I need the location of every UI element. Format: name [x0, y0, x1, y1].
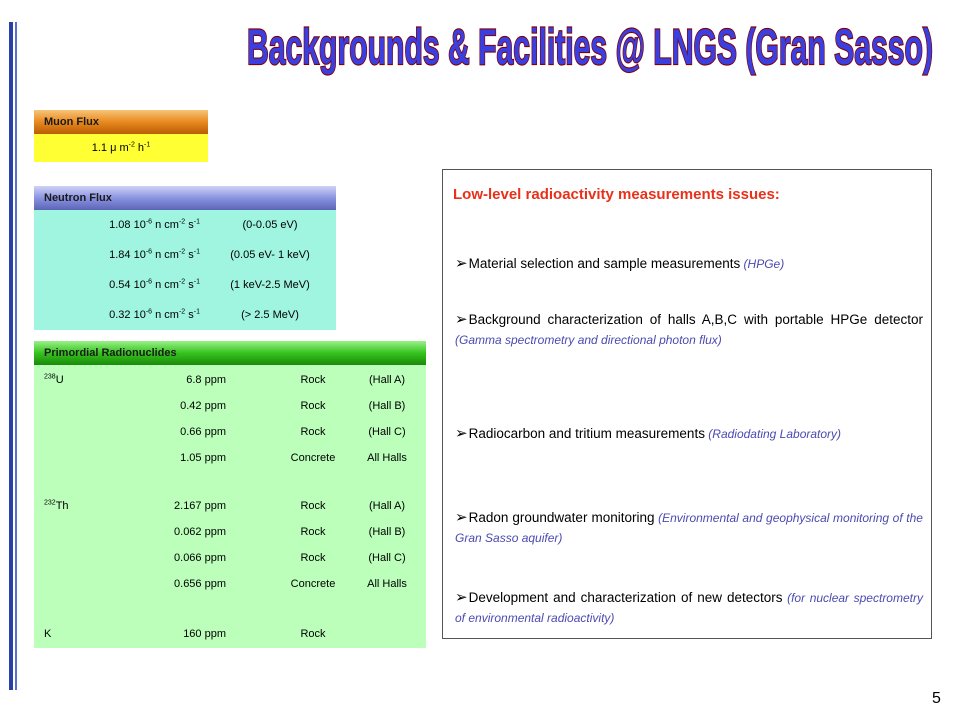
isotope-label: $^{238}$U: [44, 373, 64, 386]
material-label: Rock: [300, 526, 326, 538]
concentration-value: 0.66 ppm: [180, 426, 226, 438]
list-item: [455, 424, 923, 444]
item-text: Background characterization of halls A,B,C with portable HPGe detector: [468, 312, 923, 327]
concentration-value: 0.656 ppm: [174, 578, 226, 590]
concentration-value: 2.167 ppm: [174, 500, 226, 512]
arrow-bullet-icon: ➢: [455, 311, 468, 328]
table-row: [34, 300, 336, 330]
issues-box: [442, 169, 932, 639]
list-item: [455, 588, 923, 628]
page-number: 5: [932, 690, 941, 707]
left-accent-bar: [9, 22, 13, 690]
neutron-energy-range: (> 2.5 MeV): [241, 309, 299, 321]
table-row: [34, 393, 426, 419]
list-item: [455, 310, 923, 350]
item-note: (HPGe): [740, 257, 785, 271]
table-row: [34, 270, 336, 300]
table-row: [34, 519, 426, 545]
concentration-value: 0.42 ppm: [180, 400, 226, 412]
arrow-bullet-icon: ➢: [455, 425, 468, 442]
muon-flux-panel: [34, 110, 208, 162]
hall-label: (Hall A): [368, 374, 406, 386]
item-note: (Environmental and geophysical monitoring of the Gran Sasso aquifer): [455, 511, 923, 545]
concentration-value: 1.05 ppm: [180, 452, 226, 464]
hall-label: All Halls: [367, 578, 407, 590]
issues-title: Low-level radioactivity measurements issues:: [453, 186, 780, 203]
primordial-radionuclides-panel: [34, 341, 426, 648]
muon-flux-header: Muon Flux: [34, 110, 208, 134]
isotope-label: K: [44, 628, 52, 640]
muon-value-text: 1.1 μ m: [91, 142, 129, 154]
hall-label: (Hall C): [368, 552, 406, 564]
neutron-flux-table: [34, 210, 336, 330]
left-accent-bar-thin: [15, 22, 17, 690]
item-text: Radon groundwater monitoring: [468, 510, 655, 525]
neutron-energy-range: (1 keV-2.5 MeV): [230, 279, 310, 291]
concentration-value: 0.066 ppm: [174, 552, 226, 564]
table-row: [34, 367, 426, 393]
hall-label: (Hall C): [368, 426, 406, 438]
list-item: [455, 508, 923, 548]
material-label: Concrete: [290, 578, 336, 590]
neutron-energy-range: (0-0.05 eV): [242, 219, 298, 231]
muon-unit-2: h: [134, 142, 145, 154]
neutron-value: 0.54 $10^{-6}$ n $cm^{-2}$ $s^{-1}$: [109, 278, 200, 291]
neutron-energy-range: (0.05 eV- 1 keV): [230, 249, 310, 261]
primordial-header: Primordial Radionuclides: [34, 341, 426, 365]
hall-label: (Hall A): [368, 500, 406, 512]
table-row: [34, 240, 336, 270]
isotope-label: $^{232}$Th: [44, 499, 69, 512]
table-row: [34, 445, 426, 471]
slide-title-text: Backgrounds & Facilities @ LNGS (Gran Sasso): [247, 19, 933, 75]
concentration-value: 160 ppm: [183, 628, 226, 640]
table-row: [34, 493, 426, 519]
item-text: Material selection and sample measurements: [468, 256, 741, 271]
muon-flux-value: [34, 134, 208, 162]
slide-title: [240, 2, 940, 92]
material-label: Rock: [300, 500, 326, 512]
table-row: [34, 545, 426, 571]
item-text: Radiocarbon and tritium measurements: [468, 426, 705, 441]
material-label: Concrete: [290, 452, 336, 464]
table-row: [34, 210, 336, 240]
neutron-value: 1.84 $10^{-6}$ n $cm^{-2}$ $s^{-1}$: [109, 248, 200, 261]
concentration-value: 6.8 ppm: [186, 374, 226, 386]
hall-label: (Hall B): [368, 400, 406, 412]
table-row: [34, 621, 426, 647]
arrow-bullet-icon: ➢: [455, 509, 468, 526]
neutron-flux-panel: [34, 186, 336, 330]
muon-exp-1: -2: [128, 141, 135, 149]
item-note: (for nuclear spectrometry of environmental radioactivity): [455, 591, 923, 625]
table-row: [34, 419, 426, 445]
hall-label: All Halls: [367, 452, 407, 464]
neutron-value: 1.08 $10^{-6}$ n $cm^{-2}$ $s^{-1}$: [109, 218, 200, 231]
primordial-table: [34, 365, 426, 648]
arrow-bullet-icon: ➢: [455, 255, 468, 272]
material-label: Rock: [300, 628, 326, 640]
arrow-bullet-icon: ➢: [455, 589, 468, 606]
material-label: Rock: [300, 426, 326, 438]
list-item: [455, 254, 923, 274]
table-row: [34, 571, 426, 597]
material-label: Rock: [300, 400, 326, 412]
material-label: Rock: [300, 552, 326, 564]
concentration-value: 0.062 ppm: [174, 526, 226, 538]
neutron-flux-header: Neutron Flux: [34, 186, 336, 210]
item-note: (Gamma spectrometry and directional photon flux): [455, 333, 722, 347]
item-note: (Radiodating Laboratory): [704, 427, 842, 441]
item-text: Development and characterization of new detectors: [468, 590, 783, 605]
muon-exp-2: -1: [144, 141, 151, 149]
neutron-value: 0.32 $10^{-6}$ n $cm^{-2}$ $s^{-1}$: [109, 308, 200, 321]
hall-label: (Hall B): [368, 526, 406, 538]
material-label: Rock: [300, 374, 326, 386]
